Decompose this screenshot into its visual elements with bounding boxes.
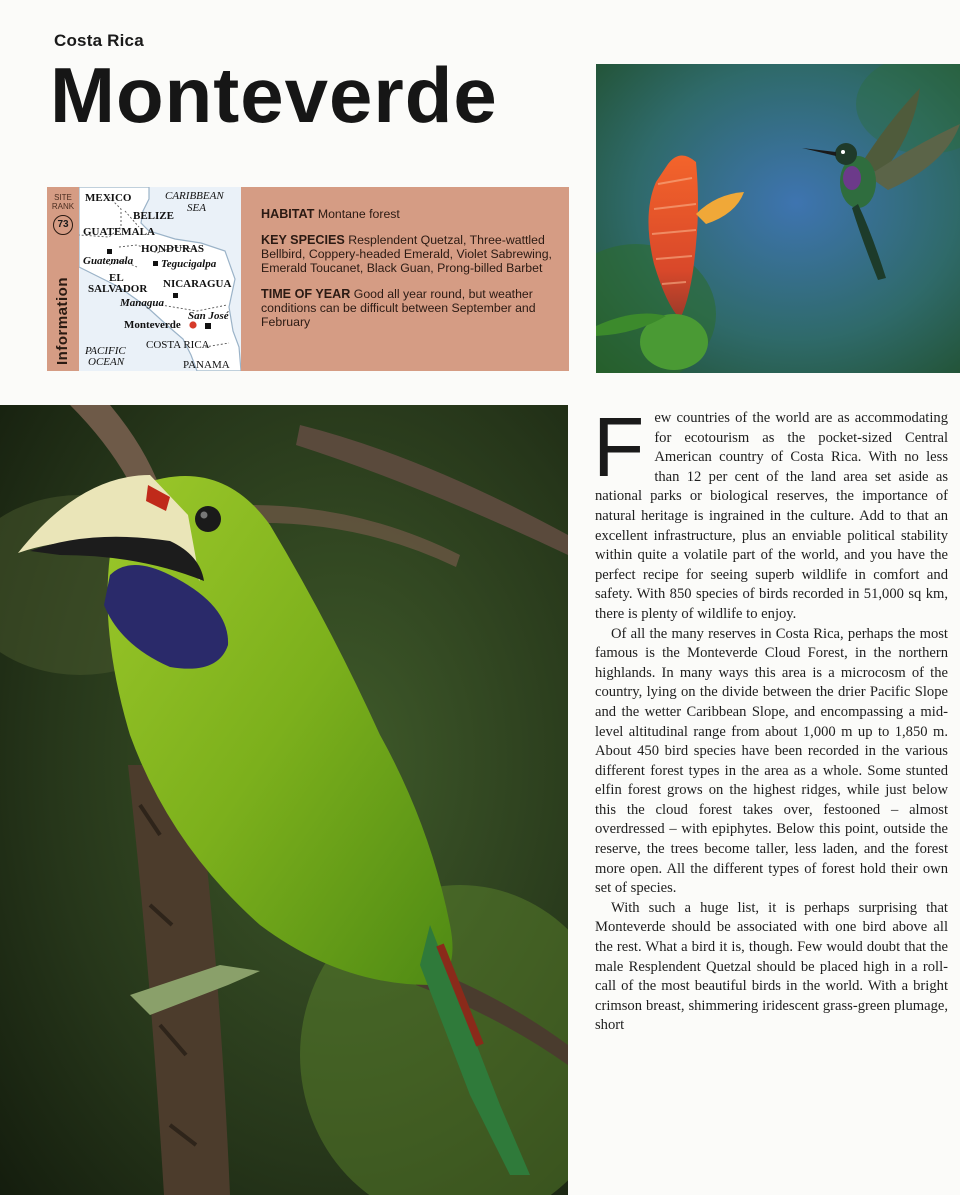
map-label-pacific: PACIFIC	[85, 345, 126, 357]
map-label-caribbean: CARIBBEAN	[165, 190, 224, 202]
article-paragraph-2: Of all the many reserves in Costa Rica, perhaps the most famous is the Monteverde Cloud Forest, in the northern highlands. In many ways this area is a microcosm of the country, lying on the divide between the drier Pacific Slope and the wetter Caribbean Slope, and encompassing a mid-level altitudinal range from about 1,000 m up to 1,850 m. About 450 bird species have been recorded in the various different forest types in the area as a whole. Some stunted elfin forest grows on the highest ridges, while just below this the cloud forest takes over, festooned – almost overdressed – with epiphytes. Below this point, outside the reserve, the trees become taller, less laden, and the forest more open. All the different types of forest hold their own set of species.	[595, 625, 948, 897]
key-species-key: KEY SPECIES	[261, 233, 345, 247]
map-label-salvador: SALVADOR	[88, 283, 148, 295]
habitat-value: Montane forest	[317, 207, 400, 221]
drop-cap: F	[593, 400, 645, 494]
time-of-year-value: Good all year round, but weather conditions can be difficult between September and February	[261, 287, 536, 329]
map-label-guatemala-city: Guatemala	[83, 255, 134, 267]
site-rank-badge: 73	[53, 215, 73, 235]
map-label-monteverde: Monteverde	[124, 319, 181, 331]
map-label-nicaragua: NICARAGUA	[163, 278, 232, 290]
time-of-year-entry	[261, 287, 553, 329]
article-paragraph-1	[593, 400, 948, 625]
country-label: Costa Rica	[54, 31, 144, 50]
key-species-value: Resplendent Quetzal, Three-wattled Bellbird, Coppery-headed Emerald, Violet Sabrewing, Emerald Toucanet, Black Guan, Prong-billed Barbet	[261, 233, 552, 275]
information-vertical-label: Information	[54, 277, 71, 365]
map-label-honduras: HONDURAS	[141, 243, 204, 255]
map-label-san-jose: San José	[188, 310, 229, 322]
map-label-costa-rica: COSTA RICA	[146, 339, 210, 351]
map-label-managua: Managua	[120, 297, 165, 309]
article-body	[593, 400, 948, 1036]
info-sidebar	[47, 187, 79, 371]
map-label-sea: SEA	[187, 202, 206, 214]
info-text	[261, 207, 553, 341]
map-label-mexico: MEXICO	[85, 192, 132, 204]
page-title: Monteverde	[50, 51, 498, 139]
map-label-belize: BELIZE	[133, 210, 174, 222]
map-label-tegucigalpa: Tegucigalpa	[161, 258, 217, 270]
site-rank-label: SITE RANK	[51, 193, 75, 211]
toucanet-illustration	[0, 405, 568, 1195]
map-label-ocean: OCEAN	[88, 356, 125, 368]
key-species-entry	[261, 233, 553, 275]
habitat-key: HABITAT	[261, 207, 315, 221]
map-label-el: EL	[109, 272, 124, 284]
habitat-entry	[261, 207, 553, 221]
article-paragraph-1-text: ew countries of the world are as accommodating for ecotourism as the pocket-sized Central American country of Costa Rica. With no less than 12 per cent of the land area set aside as national parks or biological reserves, the importance of natural heritage is ingrained in the culture. Add to that an excellent infrastructure, plus an enviable political stability within quite a volatile part of the world, and you have the perfect recipe for seeing superb wildlife in comfort and safety. With 850 species of birds recorded in 51,000 sq km, there is plenty of wildlife to enjoy.	[595, 410, 948, 622]
emerald-toucanet-photo	[0, 405, 568, 1195]
time-of-year-key: TIME OF YEAR	[261, 287, 351, 301]
hummingbird-photo	[596, 64, 960, 373]
article-paragraph-3: With such a huge list, it is perhaps surprising that Monteverde should be associated with one bird above all the rest. What a bird it is, though. Few would doubt that the male Resplendent Quetzal should be placed high in a roll-call of the most beautiful birds in the world. With a bright crimson breast, shimmering iridescent grass-green plumage, short	[595, 899, 948, 1034]
location-map	[79, 187, 241, 371]
hummingbird-illustration	[596, 64, 960, 373]
map-label-panama: PANAMA	[183, 359, 230, 371]
map-label-guatemala: GUATEMALA	[83, 226, 155, 238]
